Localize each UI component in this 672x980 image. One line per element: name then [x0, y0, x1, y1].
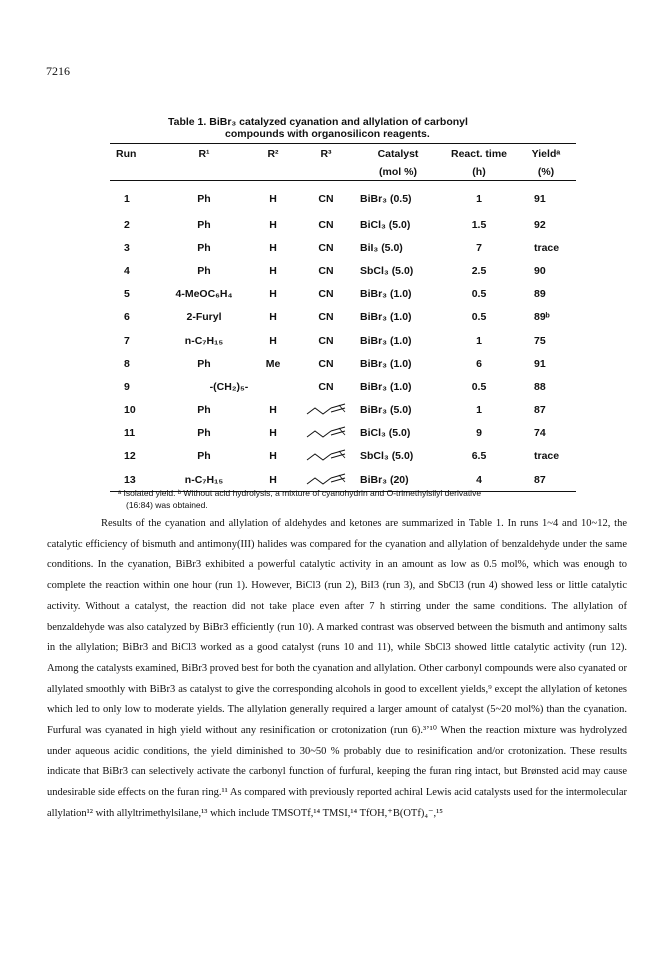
cell-catalyst: BiBr₃ (5.0) — [360, 404, 412, 417]
cell-yield: 90 — [534, 264, 546, 277]
table-row — [110, 213, 576, 236]
cell-time: 0.5 — [471, 380, 487, 393]
header-time-unit: (h) — [442, 162, 516, 181]
cell-r1: Ph — [197, 450, 211, 463]
cell-catalyst: SbCl₃ (5.0) — [360, 264, 414, 277]
allyl-group-icon — [305, 473, 347, 487]
cell-r3: CN — [318, 380, 334, 393]
header-catalyst: Catalyst — [354, 144, 442, 163]
cell-run: 3 — [124, 241, 130, 254]
cell-run: 10 — [124, 404, 136, 417]
results-table — [110, 143, 576, 492]
table-row — [110, 445, 576, 468]
cell-catalyst: BiBr₃ (20) — [354, 468, 442, 492]
header-r3: R³ — [298, 144, 354, 163]
header-yield: Yieldᵃ — [516, 144, 576, 163]
cell-r2: H — [269, 334, 277, 347]
cell-yield: 87 — [534, 404, 546, 417]
cell-run: 8 — [124, 357, 130, 370]
cell-run: 9 — [124, 380, 130, 393]
cell-time: 7 — [476, 241, 482, 254]
cell-r2: H — [269, 288, 277, 301]
cell-catalyst: BiCl₃ (5.0) — [360, 218, 411, 231]
cell-run: 2 — [124, 218, 130, 231]
cell-r1: Ph — [197, 241, 211, 254]
cell-yield: 88 — [534, 380, 546, 393]
cell-yield: 87 — [516, 468, 576, 492]
header-run: Run — [110, 144, 160, 163]
cell-time: 0.5 — [471, 311, 487, 324]
table-row — [110, 375, 576, 398]
cell-run: 4 — [124, 264, 130, 277]
cell-r3-allyl — [298, 445, 354, 468]
cell-yield: 89ᵇ — [534, 311, 550, 324]
cell-r1: n-C₇H₁₅ — [160, 468, 248, 492]
header-time: React. time — [442, 144, 516, 163]
cell-r2: H — [269, 427, 277, 440]
body-paragraph: Results of the cyanation and allylation of aldehydes and ketones are summarized in Table 1. In runs 1~4 and 10~12, the catalytic efficiency of bismuth and antimony(III) halides was compared for the cyanation and allylation of benzaldehyde under the same conditions. In the cyanation, BiBr3 exhibited a powerful catalytic activity in an amount as low as 0.5 mol%, which was enough to complete the reaction within one hour (run 1). However, BiCl3 (run 2), BiI3 (run 3), and SbCl3 (run 4) showed less or little catalytic activity. Without a catalyst, the reaction did not take place even after 7 h stirring under the same conditions. The allylation of benzaldehyde was also catalyzed by BiBr3 efficiently (run 10). A marked contrast was observed between the bismuth and antimony salts in the allylation; BiBr3 and BiCl3 worked as a good catalyst (runs 10 and 11), while SbCl3 showed little catalytic activity (run 12). Among the catalysts examined, BiBr3 proved best for both the cyanation and allylation. Other carbonyl compounds were also cyanated or allylated smoothly with BiBr3 as catalyst to give the corresponding alcohols in good to excellent yields,⁹ except the allylation of ketones which led to only low to moderate yields. The allylation generally required a larger amount of catalyst (5~20 mol%) than the cyanation. Furfural was cyanated in high yield without any resinification or crotonization (run 6).³ʼ¹⁰ When the reaction mixture was hydrolyzed under aqueous acidic conditions, the yield diminished to 30~50 % probably due to resinification and/or crotonization. These results indicate that BiBr3 can selectively activate the carbonyl function of furfural, keeping the furan ring intact, but Brønsted acid may cause undesirable side effects on the furan ring.¹¹ As compared with previously reported achiral Lewis acid catalysts used for the intermolecular allylation¹² with allyltrimethylsilane,¹³ which include TMSOTf,¹⁴ TMSI,¹⁴ TfOH,⁺B(OTf)₄⁻,¹⁵ — [47, 518, 627, 819]
cell-r3: CN — [318, 193, 334, 205]
table-caption-line-1: Table 1. BiBr₃ catalyzed cyanation and allylation of carbonyl — [168, 116, 468, 128]
cell-catalyst: BiI₃ (5.0) — [360, 241, 403, 254]
cell-run: 1 — [124, 193, 130, 205]
table-row — [110, 283, 576, 306]
cell-r1r2: -(CH₂)₅- — [209, 380, 249, 393]
cell-catalyst: BiBr₃ (1.0) — [360, 311, 412, 324]
table-row — [110, 181, 576, 214]
cell-r1: Ph — [197, 264, 211, 277]
cell-r1: 4-MeOC₆H₄ — [175, 288, 233, 301]
cell-r2: H — [269, 218, 277, 231]
cell-r3: CN — [318, 288, 334, 301]
cell-time: 6.5 — [471, 450, 487, 463]
table-row — [110, 422, 576, 445]
header-r1: R¹ — [160, 144, 248, 163]
cell-r3: CN — [318, 357, 334, 370]
table-row — [110, 329, 576, 352]
cell-r2: H — [269, 264, 277, 277]
cell-r3-allyl — [298, 399, 354, 422]
table-row — [110, 352, 576, 375]
cell-r3: CN — [318, 264, 334, 277]
table-row — [110, 306, 576, 329]
cell-time: 4 — [442, 468, 516, 492]
cell-run: 11 — [124, 427, 136, 440]
table-caption-line-2: compounds with organosilicon reagents. — [225, 128, 430, 140]
cell-run: 6 — [124, 311, 130, 324]
footnote-line-2: (16:84) was obtained. — [126, 500, 208, 510]
cell-r1: Ph — [197, 357, 211, 370]
cell-yield: 92 — [534, 218, 546, 231]
cell-r2: H — [248, 468, 298, 492]
cell-r2: H — [269, 311, 277, 324]
cell-run: 13 — [110, 468, 160, 492]
cell-r2: Me — [265, 357, 281, 370]
cell-yield: trace — [534, 241, 560, 254]
cell-catalyst: BiBr₃ (1.0) — [360, 334, 412, 347]
header-yield-unit: (%) — [516, 162, 576, 181]
cell-yield: 75 — [534, 334, 546, 347]
cell-run: 12 — [124, 450, 136, 463]
cell-r3: CN — [318, 311, 334, 324]
allyl-group-icon — [305, 449, 347, 463]
allyl-group-icon — [305, 403, 347, 417]
cell-r3: CN — [318, 218, 334, 231]
cell-r1: Ph — [197, 427, 211, 440]
cell-catalyst: BiCl₃ (5.0) — [360, 427, 411, 440]
cell-r1: 2-Furyl — [186, 311, 222, 324]
cell-r2: H — [269, 241, 277, 254]
cell-yield: 74 — [534, 427, 546, 440]
cell-time: 1 — [476, 193, 482, 205]
cell-time: 0.5 — [471, 288, 487, 301]
page-number: 7216 — [46, 64, 70, 78]
cell-time: 2.5 — [471, 264, 487, 277]
table-footnote — [118, 487, 588, 511]
cell-r1: Ph — [197, 218, 211, 231]
cell-time: 1.5 — [471, 218, 487, 231]
cell-yield: trace — [534, 450, 560, 463]
table-caption — [168, 116, 548, 140]
cell-r2: H — [269, 193, 277, 205]
cell-yield: 91 — [534, 193, 546, 205]
cell-run: 5 — [124, 288, 130, 301]
cell-time: 1 — [476, 404, 482, 417]
table-row — [110, 236, 576, 259]
cell-yield: 91 — [534, 357, 546, 370]
cell-r1: Ph — [197, 404, 211, 417]
cell-run: 7 — [124, 334, 130, 347]
cell-catalyst: BiBr₃ (1.0) — [360, 380, 412, 393]
cell-catalyst: BiBr₃ (1.0) — [360, 288, 412, 301]
cell-r3: CN — [318, 241, 334, 254]
header-r2: R² — [248, 144, 298, 163]
cell-r1: Ph — [197, 193, 211, 205]
cell-time: 9 — [476, 427, 482, 440]
cell-yield: 89 — [534, 288, 546, 301]
cell-r3-allyl — [298, 422, 354, 445]
cell-r1: n-C₇H₁₅ — [184, 334, 224, 347]
table-row — [110, 259, 576, 282]
footnote-line-1: ᵃ Isolated yield. ᵇ Without acid hydrolysis, a mixture of cyanohydrin and O-trimethylsilyl derivative — [118, 488, 482, 498]
cell-time: 1 — [476, 334, 482, 347]
cell-r2: H — [269, 404, 277, 417]
cell-time: 6 — [476, 357, 482, 370]
cell-catalyst: BiBr₃ (1.0) — [360, 357, 412, 370]
cell-catalyst: BiBr₃ (0.5) — [360, 193, 412, 205]
cell-r2: H — [269, 450, 277, 463]
cell-catalyst: SbCl₃ (5.0) — [360, 450, 414, 463]
cell-r3: CN — [318, 334, 334, 347]
allyl-group-icon — [305, 426, 347, 440]
table-row — [110, 399, 576, 422]
header-catalyst-unit: (mol %) — [354, 162, 442, 181]
